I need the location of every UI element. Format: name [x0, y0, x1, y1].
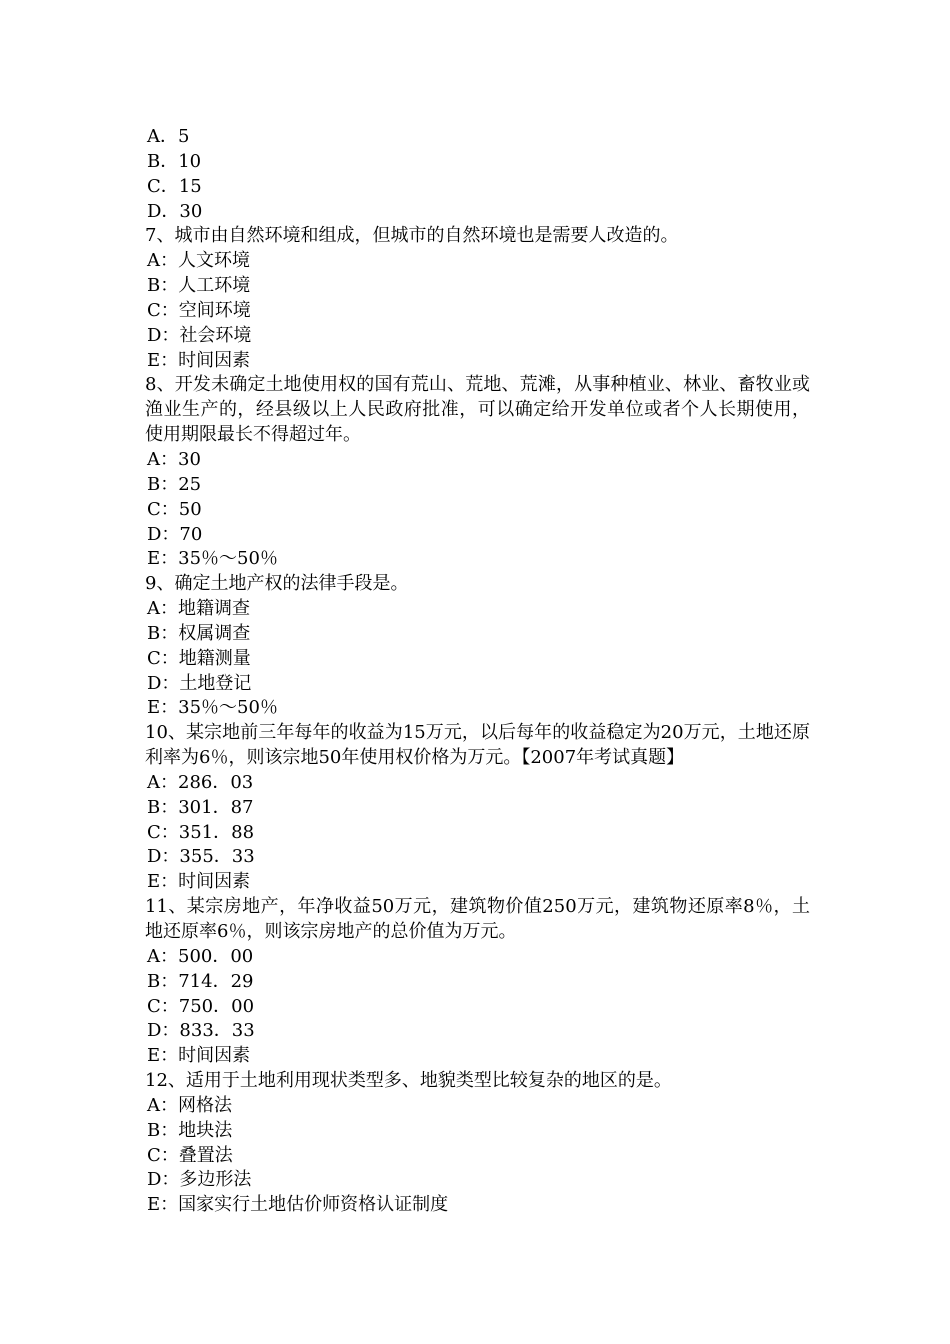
q7-option-a: A：人文环境: [147, 250, 250, 272]
q9-option-c: C：地籍测量: [147, 647, 251, 669]
q9-option-d: D：土地登记: [147, 672, 252, 694]
q8-option-e: E：35％～50％: [147, 548, 278, 570]
q11-option-a: A：500．00: [147, 945, 254, 967]
q12-option-c: C：叠置法: [147, 1144, 233, 1166]
q12-option-e: E：国家实行土地估价师资格认证制度: [147, 1194, 449, 1216]
q12-option-a: A：网格法: [147, 1094, 232, 1116]
q9-option-b: B：权属调查: [147, 622, 251, 644]
q11-option-e: E：时间因素: [147, 1045, 251, 1067]
q7-option-c: C：空间环境: [147, 299, 251, 321]
document-page: [145, 125, 810, 1218]
q6-option-c: C．15: [147, 175, 202, 197]
q11-option-b: B：714．29: [147, 970, 254, 992]
question-10: 10、某宗地前三年每年的收益为15万元，以后每年的收益稳定为20万元，土地还原利率为6％，则该宗地50年使用权价格为万元。【2007年考试真题】: [145, 722, 810, 769]
q7-option-b: B：人工环境: [147, 275, 251, 297]
q10-option-a: A：286．03: [147, 771, 254, 793]
q8-option-b: B：25: [147, 473, 202, 495]
q10-option-e: E：时间因素: [147, 871, 251, 893]
q6-option-d: D．30: [147, 200, 203, 222]
q8-option-d: D：70: [147, 523, 203, 545]
question-12: 12、适用于土地利用现状类型多、地貌类型比较复杂的地区的是。: [145, 1070, 672, 1092]
q12-option-b: B：地块法: [147, 1119, 233, 1141]
question-9: 9、确定土地产权的法律手段是。: [145, 573, 409, 595]
q11-option-d: D：833．33: [147, 1020, 255, 1042]
q9-option-a: A：地籍调查: [147, 598, 250, 620]
q7-option-e: E：时间因素: [147, 349, 251, 371]
question-8: 8、开发未确定土地使用权的国有荒山、荒地、荒滩，从事种植业、林业、畜牧业或渔业生产的，经县级以上人民政府批准，可以确定给开发单位或者个人长期使用，使用期限最长不得超过年。: [145, 374, 810, 446]
q12-option-d: D：多边形法: [147, 1169, 252, 1191]
question-11: 11、某宗房地产，年净收益50万元，建筑物价值250万元，建筑物还原率8％，土地还原率6％，则该宗房地产的总价值为万元。: [145, 896, 810, 942]
q10-option-c: C：351．88: [147, 821, 255, 843]
q10-option-d: D：355．33: [147, 846, 255, 868]
q6-option-b: B．10: [147, 150, 202, 172]
q8-option-c: C：50: [147, 498, 202, 520]
q10-option-b: B：301．87: [147, 796, 254, 818]
q11-option-c: C：750．00: [147, 995, 255, 1017]
question-7: 7、城市由自然环境和组成，但城市的自然环境也是需要人改造的。: [145, 225, 679, 247]
q8-option-a: A：30: [147, 448, 201, 470]
q6-option-a: A．5: [147, 126, 190, 147]
q7-option-d: D：社会环境: [147, 324, 252, 346]
q9-option-e: E：35％～50％: [147, 697, 278, 719]
